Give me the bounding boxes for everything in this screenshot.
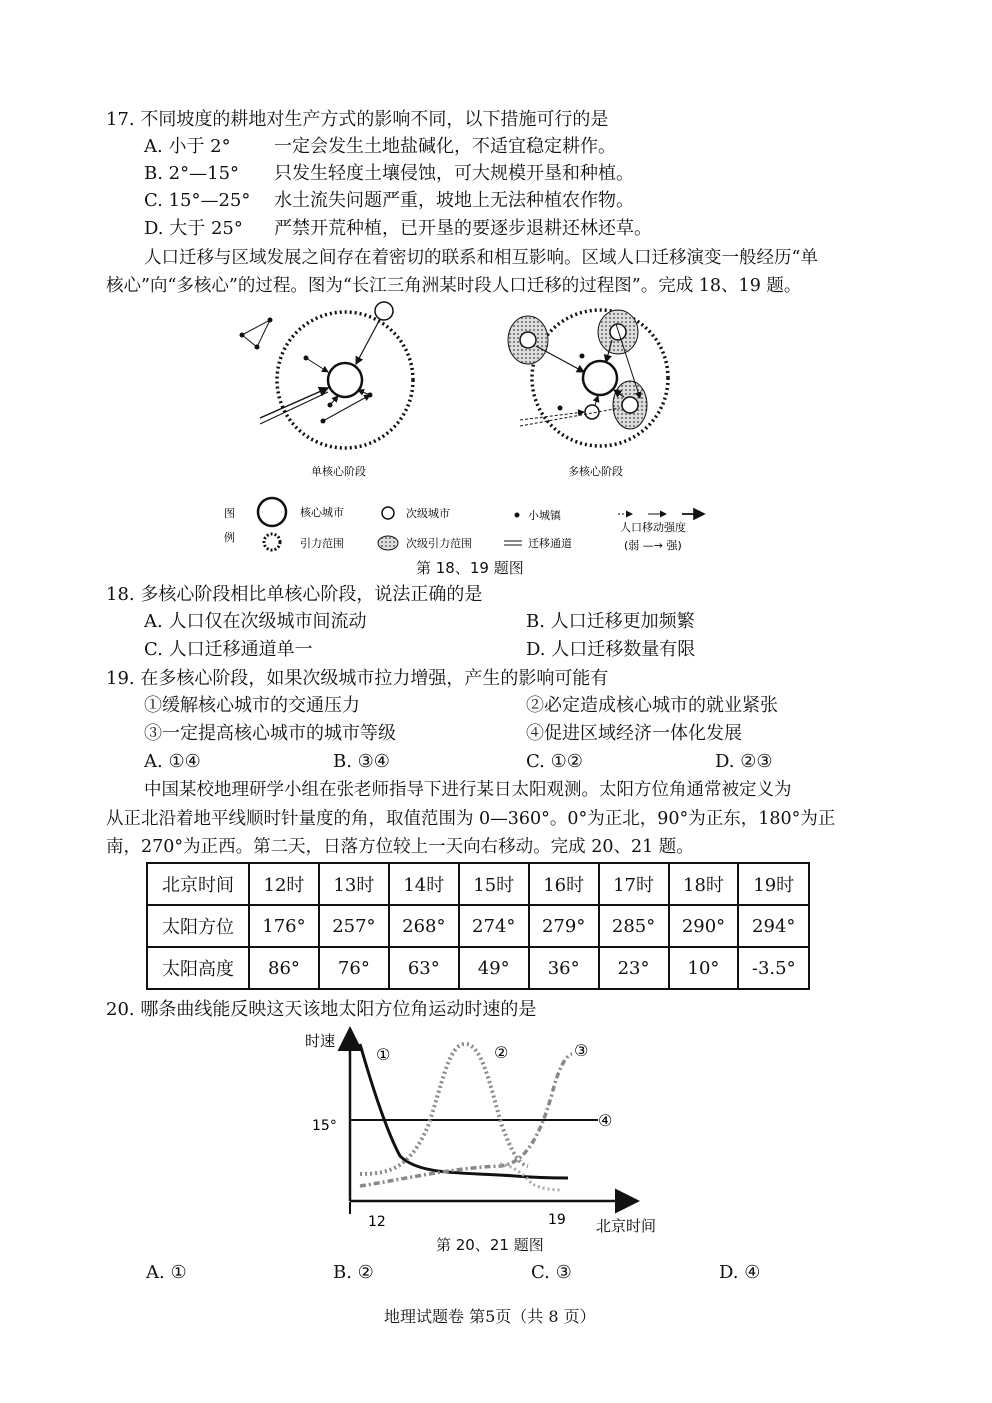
q19-option-b: B. ③④ <box>333 751 390 772</box>
q20-option-c: C. ③ <box>531 1262 572 1283</box>
table-cell: 36° <box>529 947 599 989</box>
q18-option-b: B. 人口迁移更加频繁 <box>526 611 695 632</box>
q17-option-b-label: B. 2°—15° <box>144 163 240 184</box>
table-cell: 15时 <box>459 863 529 905</box>
q17-option-d-label: D. 大于 25° <box>144 218 243 239</box>
table-cell: 176° <box>249 905 319 947</box>
table-cell: 257° <box>319 905 389 947</box>
attraction-range-symbol <box>264 534 280 550</box>
intro20-line2: 从正北沿着地平线顺时针量度的角，取值范围为 0—360°。0°为正北，90°为正东，180°为正 <box>106 809 836 829</box>
table-row-altitude <box>147 947 809 989</box>
sun-observation-table <box>146 862 810 990</box>
curve-2-label: ② <box>494 1043 509 1062</box>
table-cell: 13时 <box>319 863 389 905</box>
table-cell: 16时 <box>529 863 599 905</box>
q18-option-a: A. 人口仅在次级城市间流动 <box>144 611 367 632</box>
graph-ylabel: 时速 <box>305 1032 336 1050</box>
q17-option-c-label: C. 15°—25° <box>144 190 251 211</box>
table-cell: 290° <box>669 905 739 947</box>
q19-option-d: D. ②③ <box>715 751 773 772</box>
table-cell: 86° <box>249 947 319 989</box>
single-core-stage-diagram <box>240 302 414 448</box>
q17-option-b-text: 只发生轻度土壤侵蚀，可大规模开垦和种植。 <box>274 163 634 184</box>
page-footer: 地理试题卷 第5页（共 8 页） <box>384 1307 596 1326</box>
intro18-line2: 核心”向“多核心”的过程。图为“长江三角洲某时段人口迁移的过程图”。完成 18、19 题。 <box>106 276 802 296</box>
q19-stem: 19. 在多核心阶段，如果次级城市拉力增强，产生的影响可能有 <box>106 668 609 689</box>
q20-option-a: A. ① <box>146 1262 187 1283</box>
q19-statement-4: ④促进区域经济一体化发展 <box>526 723 742 744</box>
table-cell: 76° <box>319 947 389 989</box>
curve-3-label: ③ <box>574 1041 589 1060</box>
table-cell: 17时 <box>599 863 669 905</box>
q20-stem: 20. 哪条曲线能反映这天该地太阳方位角运动时速的是 <box>106 999 537 1020</box>
intro20-line1: 中国某校地理研学小组在张老师指导下进行某日太阳观测。太阳方位角通常被定义为 <box>144 780 792 800</box>
table-cell: 14时 <box>389 863 459 905</box>
table-cell: 10° <box>669 947 739 989</box>
population-migration-diagram <box>220 300 720 565</box>
q17-option-c-text: 水土流失问题严重，坡地上无法种植农作物。 <box>274 190 634 211</box>
intro20-line3: 南，270°为正西。第二天，日落方位较上一天向右移动。完成 20、21 题。 <box>106 837 694 857</box>
azimuth-speed-graph <box>300 1026 670 1236</box>
table-cell: 274° <box>459 905 529 947</box>
q17-option-a-label: A. 小于 2° <box>144 136 231 157</box>
q18-stem: 18. 多核心阶段相比单核心阶段，说法正确的是 <box>106 584 483 605</box>
table-cell: 63° <box>389 947 459 989</box>
table-cell: 太阳高度 <box>147 947 249 989</box>
q17-option-d-text: 严禁开荒种植，已开垦的要逐步退耕还林还草。 <box>274 218 652 239</box>
q19-option-c: C. ①② <box>526 751 583 772</box>
legend-title-bottom: 例 <box>224 531 235 544</box>
small-town-symbol <box>515 513 520 518</box>
table-cell: 294° <box>738 905 809 947</box>
stage1-label: 单核心阶段 <box>311 465 366 478</box>
q20-option-b: B. ② <box>333 1262 374 1283</box>
core-city-symbol <box>258 498 286 526</box>
graph-ytick: 15° <box>312 1118 337 1134</box>
legend-secondary-attraction: 次级引力范围 <box>406 537 472 550</box>
table-cell: 285° <box>599 905 669 947</box>
legend-secondary-city: 次级城市 <box>406 507 450 520</box>
table-cell: -3.5° <box>738 947 809 989</box>
curve-1 <box>360 1044 568 1178</box>
curve-4-label: ④ <box>598 1111 613 1130</box>
table-cell: 北京时间 <box>147 863 249 905</box>
q19-option-a: A. ①④ <box>144 751 201 772</box>
stage2-label: 多核心阶段 <box>568 465 623 478</box>
legend-small-town: 小城镇 <box>528 509 561 522</box>
table-cell: 18时 <box>669 863 739 905</box>
secondary-city-symbol <box>382 507 394 519</box>
curve-1-label: ① <box>376 1045 391 1064</box>
intro18-line1: 人口迁移与区域发展之间存在着密切的联系和相互影响。区域人口迁移演变一般经历“单 <box>144 248 818 268</box>
table-cell: 23° <box>599 947 669 989</box>
table-cell: 12时 <box>249 863 319 905</box>
graph-xlabel: 北京时间 <box>596 1217 657 1235</box>
graph-xtick-start: 12 <box>368 1214 386 1230</box>
q17-option-a-text: 一定会发生土地盐碱化，不适宜稳定耕作。 <box>274 136 616 157</box>
q19-statement-1: ①缓解核心城市的交通压力 <box>144 695 360 716</box>
legend-channel: 迁移通道 <box>528 537 572 550</box>
figure18-caption: 第 18、19 题图 <box>416 559 524 577</box>
table-row-time <box>147 863 809 905</box>
q20-option-d: D. ④ <box>719 1262 761 1283</box>
legend-core-city: 核心城市 <box>300 506 344 519</box>
table-cell: 268° <box>389 905 459 947</box>
legend-flow-scale: (弱 —→ 强) <box>624 539 682 552</box>
table-cell: 49° <box>459 947 529 989</box>
q19-statement-2: ②必定造成核心城市的就业紧张 <box>526 695 778 716</box>
legend-title-top: 图 <box>224 507 235 520</box>
table-cell: 太阳方位 <box>147 905 249 947</box>
graph-xtick-end: 19 <box>548 1212 566 1228</box>
legend-flow-strength: 人口移动强度 <box>620 521 686 534</box>
figure20-caption: 第 20、21 题图 <box>436 1236 544 1254</box>
table-row-azimuth <box>147 905 809 947</box>
q18-option-d: D. 人口迁移数量有限 <box>526 639 696 660</box>
table-cell: 279° <box>529 905 599 947</box>
multi-core-stage-diagram <box>508 310 668 446</box>
q18-option-c: C. 人口迁移通道单一 <box>144 639 313 660</box>
legend-attraction-range: 引力范围 <box>300 537 344 550</box>
secondary-attraction-symbol <box>378 536 398 550</box>
figure-legend <box>224 498 704 552</box>
q17-stem: 17. 不同坡度的耕地对生产方式的影响不同，以下措施可行的是 <box>106 109 609 130</box>
table-cell: 19时 <box>738 863 809 905</box>
q19-statement-3: ③一定提高核心城市的城市等级 <box>144 723 396 744</box>
